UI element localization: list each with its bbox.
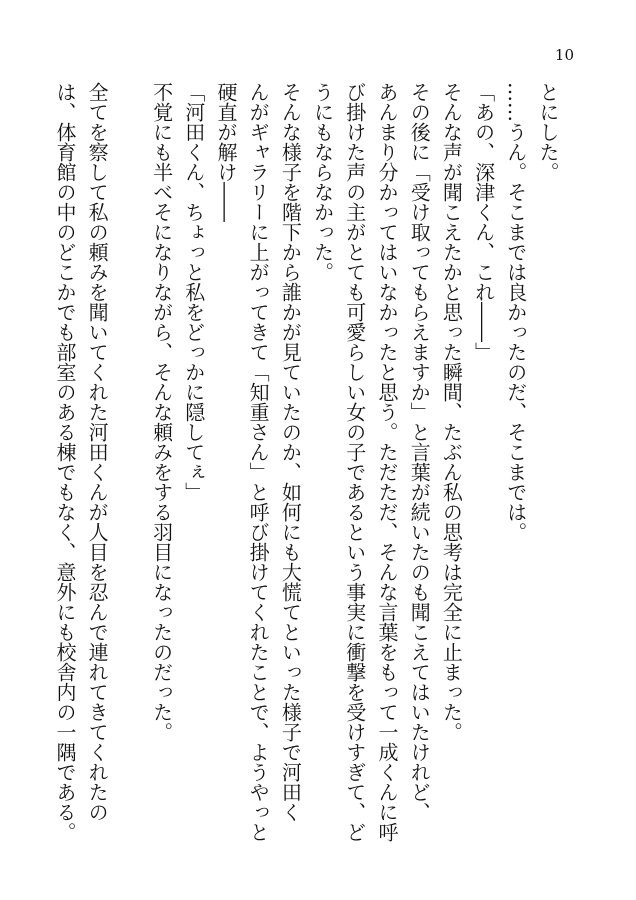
text-line-6: あんまり分かってはいなかったと思う。ただただ、そんな言葉をもって一成くんに呼	[374, 82, 399, 842]
text-line-2: ……うん。そこまでは良かったのだ、そこまでは。	[503, 82, 528, 542]
text-line-11: 硬直が解け――	[213, 82, 238, 222]
blank-line	[113, 82, 145, 842]
text-line-5: その後に「受け取ってもらえますか」と言葉が続いたのも聞こえてはいたけれど、	[407, 82, 432, 822]
text-line-10: んがギャラリーに上がってきて「知重さん」と呼び掛けてくれたことで、ようやっと	[246, 82, 271, 842]
page-number: 10	[554, 46, 574, 64]
body-text	[44, 82, 564, 842]
text-line-8: うにもならなかった。	[310, 82, 335, 282]
text-line-4: そんな声が聞こえたかと思った瞬間、たぶん私の思考は完全に止まった。	[439, 82, 464, 742]
text-line-7: び掛けた声の主がとても可愛らしい女の子であるという事実に衝撃を受けすぎて、ど	[342, 82, 367, 842]
text-line-1: とにした。	[536, 82, 560, 182]
text-line-15: は、体育館の中のどこかでも部室のある棟でもなく、意外にも校舎内の一隅である。	[52, 82, 77, 842]
text-line-9: そんな様子を階下から誰かが見ていたのか、如何にも大慌てといった様子で河田く	[278, 82, 303, 822]
text-line-13: 不覚にも半べそになりながら、そんな頼みをする羽目になったのだった。	[149, 82, 174, 742]
text-line-14: 全てを察して私の頼みを聞いてくれた河田くんが人目を忍んで連れてきてくれたの	[85, 82, 110, 822]
text-line-12: 「河田くん、ちょっと私をどっかに隠してぇ」	[181, 82, 206, 502]
text-line-3: 「あの、深津くん、これ――」	[471, 82, 496, 362]
